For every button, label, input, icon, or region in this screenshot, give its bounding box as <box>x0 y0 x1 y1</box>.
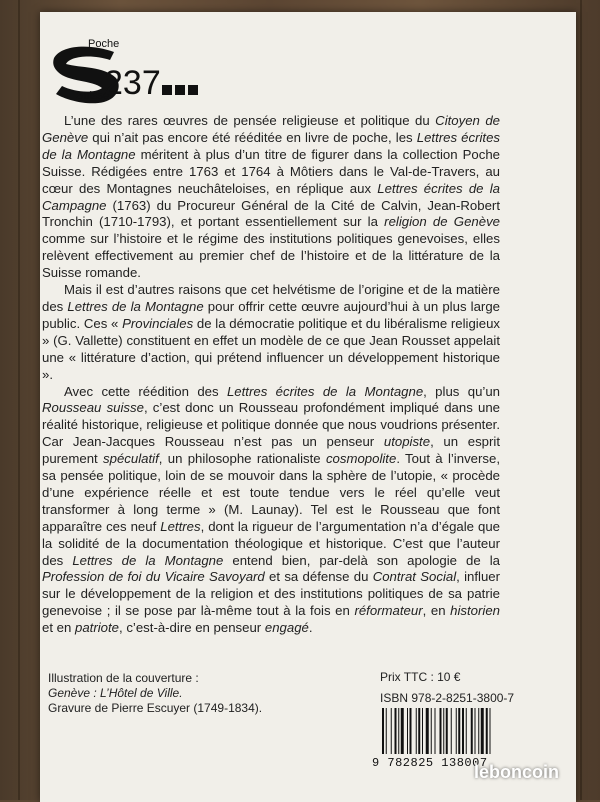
italic-run: religion de Genève <box>384 214 500 230</box>
barcode-bar <box>416 708 417 754</box>
italic-run: spéculatif <box>103 451 159 467</box>
text-run: . Tout à l’inverse, sa pensée politique, loin de se mouvoir dans la sphère de l’utopie, « procède d’une expérience réelle et est toute tendue vers le réel qu’elle veut transformer à long terme » (M. Launay). Tel est le Rousseau que font apparaître ces neuf <box>42 451 500 534</box>
italic-run: engagé <box>264 620 309 636</box>
barcode-bar <box>386 708 387 754</box>
barcode-bar <box>446 708 448 754</box>
barcode-bar <box>475 708 476 754</box>
blurb-paragraph <box>42 384 500 638</box>
barcode-bar <box>395 708 397 754</box>
italic-run: Lettres de la Montagne <box>72 552 224 568</box>
barcode-bar <box>456 708 457 754</box>
floor-plank-seam <box>18 0 20 800</box>
floor-plank-seam <box>580 0 582 800</box>
italic-run: réformateur <box>354 603 423 619</box>
barcode-bar <box>410 708 412 754</box>
italic-run: Rousseau suisse <box>42 400 144 416</box>
text-run: Avec cette réédition des <box>64 383 227 399</box>
text-run: et en <box>42 620 75 636</box>
credit-line-italic: Genève : L’Hôtel de Ville. <box>48 686 183 700</box>
text-run: (1763) du Procureur Général de la Cité de Calvin, Jean-Robert Tronchin (1710-1793), et portant essentiellement sur la <box>42 197 500 230</box>
text-run: Mais il est d’autres raisons que cet helvétisme de l’origine et de la matière des <box>42 282 500 314</box>
italic-run: Lettres <box>160 518 201 534</box>
barcode-bar <box>401 708 404 754</box>
barcode-bar <box>382 708 384 754</box>
logo-label-suisse: Suisse <box>76 90 110 102</box>
text-run: , plus qu’un <box>423 383 500 399</box>
italic-run: Lettres écrites de la Montagne <box>226 383 424 399</box>
italic-run: utopiste <box>383 434 431 450</box>
barcode-bar <box>431 708 432 754</box>
italic-run: Contrat Social <box>372 569 457 585</box>
text-run: . <box>308 620 313 636</box>
barcode-bar <box>490 708 491 754</box>
text-run: entend bien, par-delà son apologie de la <box>223 552 500 568</box>
series-squares <box>162 82 201 100</box>
barcode-bar <box>440 708 442 754</box>
text-run: et sa défense du <box>264 569 373 585</box>
text-run: méritent à plus d’un titre de figurer dans la collection Poche Suisse. Rédigées entre 1763 et 1764 à Môtiers dans le Val-de-Travers, au cœur des Montagnes neuchâteloises, en réplique aux <box>42 146 500 196</box>
isbn-label: ISBN 978-2-8251-3800-7 <box>380 691 515 705</box>
text-run: , c’est donc un Rousseau profondément impliqué dans une réalité historique, religieuse et politique donnée que nous voudrions présenter. Car Jean-Jacques Rousseau n’est pas un penseur <box>42 400 500 450</box>
series-number: 237 <box>104 64 161 102</box>
italic-run: Lettres écrites de la Campagne <box>42 180 500 213</box>
blurb-paragraph <box>42 282 500 383</box>
barcode-bar <box>486 708 488 754</box>
barcode-bar <box>426 708 429 754</box>
barcode-bar <box>466 708 467 754</box>
text-run: L’une des rares œuvres de pensée religieuse et politique du <box>64 113 436 128</box>
barcode-bar <box>443 708 444 754</box>
square-mark <box>188 85 198 95</box>
italic-run: cosmopolite <box>325 451 397 467</box>
price-label: Prix TTC : 10 € <box>380 670 461 684</box>
leboncoin-watermark: leboncoin <box>474 762 559 782</box>
square-mark <box>175 85 185 95</box>
square-mark <box>162 85 172 95</box>
barcode-bar <box>471 708 473 754</box>
credit-line: Illustration de la couverture : <box>48 671 199 685</box>
barcode-bar <box>481 708 484 754</box>
text-run: pour offrir cette œuvre aujourd’hui à un plus large public. Ces « <box>42 298 500 331</box>
barcode-bar <box>435 708 436 754</box>
blurb-paragraph <box>42 113 500 282</box>
barcode-bar <box>418 708 420 754</box>
text-run: qui n’ait pas encore été rééditée en livre de poche, les <box>88 129 417 145</box>
barcode-bar <box>451 708 452 754</box>
italic-run: Lettres écrites de la Montagne <box>42 129 500 162</box>
text-run: , un philosophe rationaliste <box>158 451 326 467</box>
italic-run: Lettres de la Montagne <box>67 298 204 314</box>
credit-line: Gravure de Pierre Escuyer (1749-1834). <box>48 701 263 715</box>
barcode-bar <box>458 708 460 754</box>
blurb-text <box>42 113 500 637</box>
barcode-bar <box>398 708 399 754</box>
text-run: , influer sur le développement de la religion et des institutions politiques de sa patrie genevoise ; il se pose par là-même tout à la fois en <box>42 569 501 619</box>
barcode-bar <box>407 708 408 754</box>
text-run: , c’est-à-dire en penseur <box>119 620 265 636</box>
barcode-bar <box>422 708 423 754</box>
italic-run: Citoyen de Genève <box>42 113 500 145</box>
barcode-bar <box>478 708 479 754</box>
barcode-digits: 9 782825 138007 <box>372 756 488 770</box>
text-run: de la démocratie politique et du libéralisme religieux » (G. Vallette) constituent en effet un modèle de ce que Jean Rousset appelait une « littérature d’action, qui prétend influencer un développement historique ». <box>42 315 500 382</box>
text-run: comme sur l’histoire et le régime des institutions politiques genevoises, elles relèvent effectivement au premier chef de l’histoire et de la littérature de la Suisse romande. <box>42 231 500 281</box>
italic-run: historien <box>450 603 500 619</box>
text-run: , un esprit purement <box>42 434 500 467</box>
italic-run: patriote <box>75 620 119 636</box>
logo-label-poche: Poche <box>88 38 120 50</box>
text-run: , en <box>422 603 451 619</box>
italic-run: Profession de foi du Vicaire Savoyard <box>42 569 265 585</box>
barcode-bar <box>462 708 464 754</box>
cover-illustration-credit <box>48 671 328 716</box>
text-run: , dont la rigueur de l’argumentation n’a d’égale que la solidité de la documentation théologique et historique. C’est que l’auteur des <box>42 518 500 568</box>
barcode-bars <box>382 708 520 754</box>
barcode-bar <box>391 708 392 754</box>
italic-run: Provinciales <box>122 315 194 331</box>
